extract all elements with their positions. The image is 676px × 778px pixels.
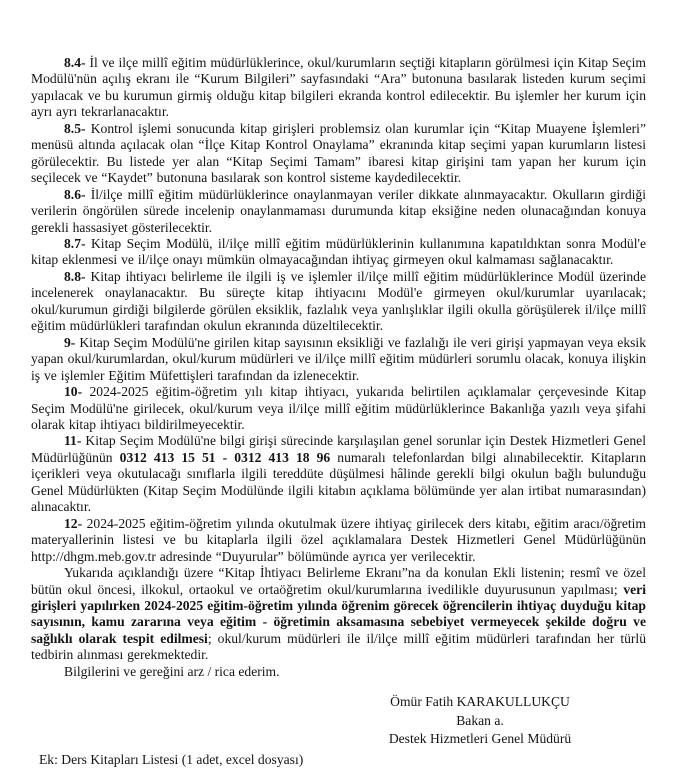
- para-12: 12- 2024-2025 eğitim-öğretim yılında okutulmak üzere ihtiyaç girilecek ders kitabı, eğitim aracı/öğretim materyallerinin listesi ve bu kitaplarla ilgili özel açıklamalara Destek Hizmetleri Genel Müdürlüğünün http://dhgm.meb.gov.tr adresinde “Duyurular” bölümünde ayrıca yer verilecektir.: [31, 515, 646, 564]
- para-9: 9- Kitap Seçim Modülü'ne girilen kitap sayısının eksikliği ve fazlalığı ile veri girişi yapmayan veya eksik yapan okul/kurumlardan, okul/kurum müdürleri ve il/ilçe millî eğitim müdürleri sorumlu olacak, konuya ilişkin iş ve işlemler Eğitim Müfettişleri tarafından da izlenecektir.: [31, 334, 646, 383]
- para-10: 10- 2024-2025 eğitim-öğretim yılı kitap ihtiyacı, yukarıda belirtilen açıklamalar çerçevesinde Kitap Seçim Modülü'ne girilecek, okul/kurum veya il/ilçe millî eğitim müdürlüklerince Bakanlığa yazılı veya şifahi olarak kitap ihtiyacı bildirilmeyecektir.: [31, 384, 646, 432]
- para-8-8: 8.8- Kitap ihtiyacı belirleme ile ilgili iş ve işlemler il/ilçe millî eğitim müdürlüklerince Modül üzerinde incelenerek onaylanacaktır. Bu süreçte kitap ihtiyacını Modül'e girmeyen okul/kurumlar uyarılacak; okul/kurumun girdiği bilgilerde görülen eksiklik, fazlalık veya yanlışlıklar ilgili okulla görüşülerek il/ilçe millî eğitim müdürlükleri tarafından okulun ekranında düzeltilecektir.: [31, 268, 647, 334]
- signature-title: Destek Hizmetleri Genel Müdürü: [388, 731, 572, 747]
- signature-name: Ömür Fatih KARAKULLUKÇU: [390, 694, 570, 710]
- body-paragraphs: [31, 55, 646, 664]
- para-8-7: 8.7- Kitap Seçim Modülü, il/ilçe millî eğitim müdürlüklerinin kullanımına kapatıldıktan sonra Modül'e kitap eklenmesi ve il/ilçe onayı mümkün olmayacağından ihtiyaç girmeyen okul kalmaması sağlanacaktır.: [31, 235, 646, 268]
- salutation-line: Bilgilerini ve gereğini arz / rica ederim.: [64, 663, 280, 679]
- signature-block: [330, 693, 630, 749]
- attachment-line: Ek: Ders Kitapları Listesi (1 adet, excel dosyası): [39, 751, 304, 767]
- signature-capacity: Bakan a.: [456, 712, 504, 728]
- para-11: 11- Kitap Seçim Modülü'ne bilgi girişi sürecinde karşılaşılan genel sorunlar için Destek Hizmetleri Genel Müdürlüğünün 0312 413 15 51 - 0312 413 18 96 numaralı telefonlardan bilgi alınabilecektir. Kitapların içerikleri veya okutulacağı sınıflarla ilgili tereddüte düşülmesi hâlinde gerekli bilgi okulun bağlı bulunduğu Genel Müdürlükten (Kitap Seçim Modülünde ilgili kitabın açıklama bölümünde yer alan irtibat numarasından) alınacaktır.: [31, 433, 646, 515]
- para-8-4: 8.4- İl ve ilçe millî eğitim müdürlüklerince, okul/kurumların seçtiği kitapların görülmesi için Kitap Seçim Modülü'nün açılış ekranı ile “Kurum Bilgileri” sayfasındaki “Ara” butonuna basılarak listeden kurum seçimi yapılacak ve bu kurumun girmiş olduğu kitap bilgileri ekranda kontrol edilecektir. Bu işlemler her kurum için ayrı ayrı tekrarlanacaktır.: [31, 55, 647, 120]
- para-8-5: 8.5- Kontrol işlemi sonucunda kitap girişleri problemsiz olan kurumlar için “Kitap Muayene İşlemleri” menüsü altında açılacak olan “İlçe Kitap Kontrol Onaylama” ekranında kitap seçimi yapan kurumların listesi görülecektir. Bu listede yer alan “Kitap Seçimi Tamam” ibaresi kitap girişini tam yapan her kurum için seçilecek ve “Kaydet” butonuna basılarak son kontrol sisteme kaydedilecektir.: [31, 120, 646, 186]
- para-closing-statement: Yukarıda açıklandığı üzere “Kitap İhtiyacı Belirleme Ekranı”na da konulan Ekli listenin; resmî ve özel bütün okul öncesi, ilkokul, ortaokul ve ortaöğretim okul/kurumlarına ivedilikle duyurusunun yapılması; veri girişleri yapılırken 2024-2025 eğitim-öğretim yılında öğrenim görecek öğrencilerin ihtiyaç duyduğu kitap sayısının, kamu zararına veya eğitim - öğretimin aksamasına sebebiyet vermeyecek şekilde doğru ve sağlıklı olarak tespit edilmesi; okul/kurum müdürleri ile il/ilçe millî eğitim müdürleri tarafından her türlü tedbirin alınması gerekmektedir.: [31, 565, 646, 663]
- para-8-6: 8.6- İl/ilçe millî eğitim müdürlüklerince onaylanmayan veriler dikkate alınmayacaktır. Okulların girdiği verilerin öngörülen sürede incelenip onaylanmaması durumunda kitap eksiğine neden olunacağından konuya gerekli hassasiyet gösterilecektir.: [31, 186, 646, 235]
